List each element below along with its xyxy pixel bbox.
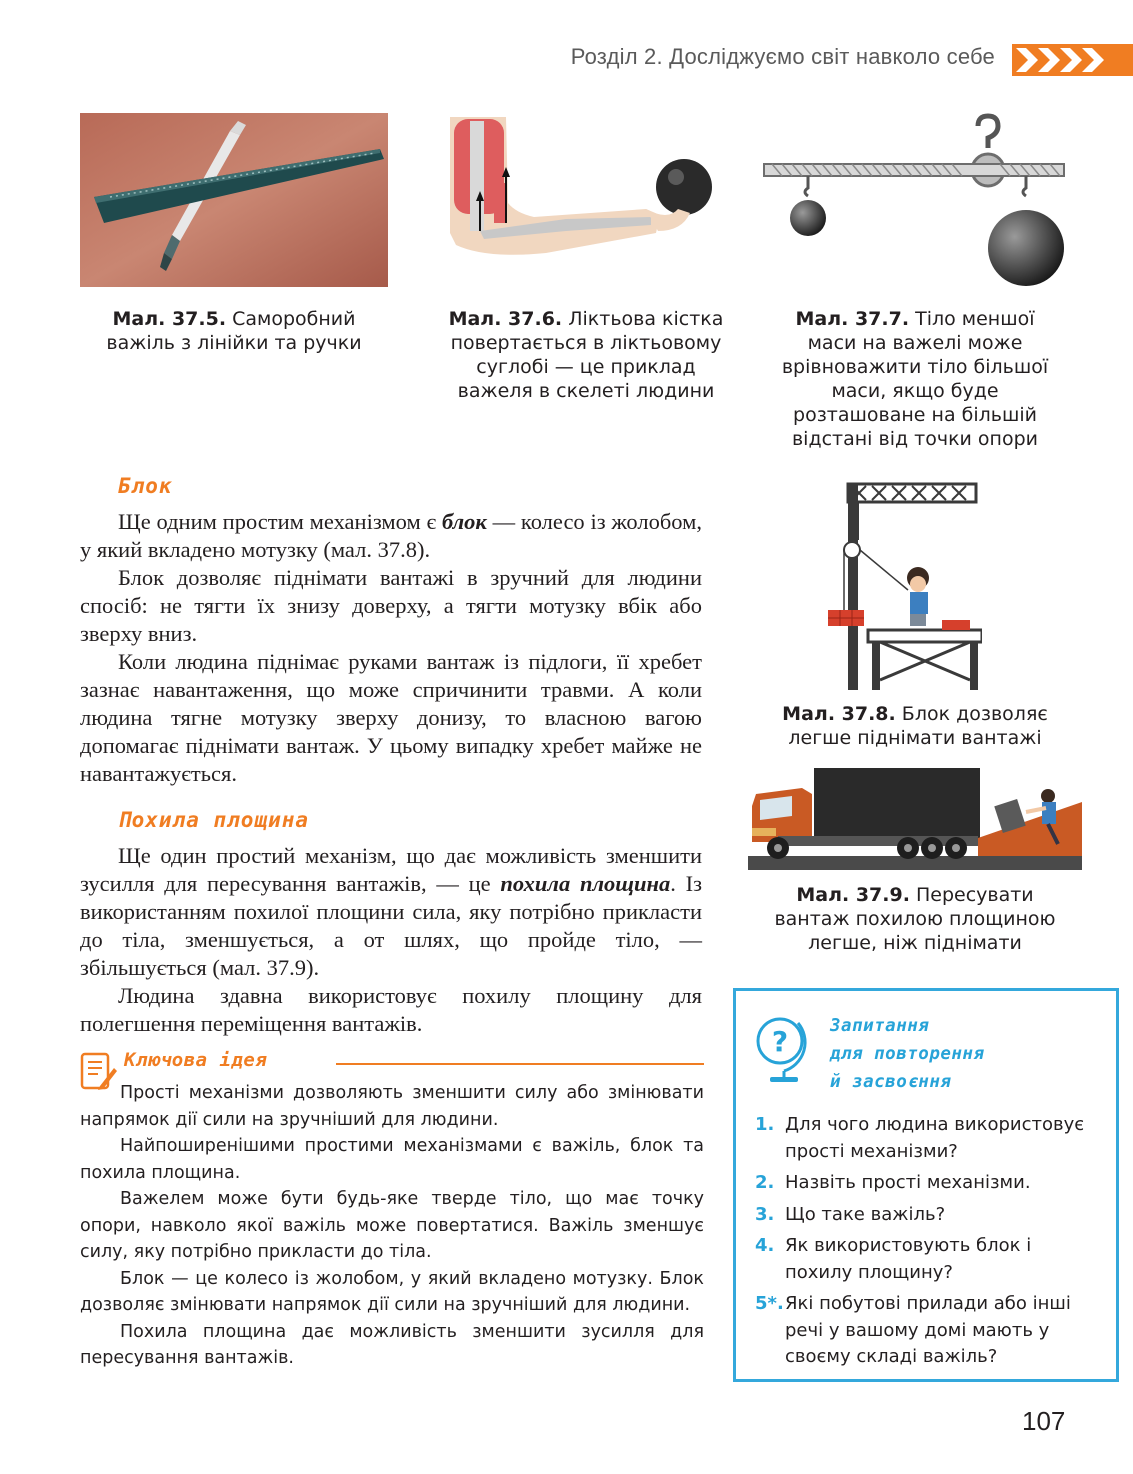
figure-caption <box>80 307 388 355</box>
review-questions-title <box>830 1012 1070 1096</box>
paragraph: Блок дозволяє піднімати вантажі в зручний для людини спосіб: не тягти їх знизу доверху, а тягти мотузку вбік або зверху вниз. <box>80 565 702 646</box>
question-text: Назвіть прості механізми. <box>785 1172 1031 1193</box>
elbow-joint-illustration <box>446 113 716 259</box>
key-idea-paragraph: Найпоширенішими простими механізмами є важіль, блок та похила площина. <box>80 1136 704 1183</box>
figure-label: Мал. 37.6. <box>448 308 563 330</box>
section-header-title: Розділ 2. Досліджуємо світ навколо себе <box>570 44 995 69</box>
page-number: 107 <box>1022 1406 1066 1436</box>
figure-label: Мал. 37.8. <box>782 703 896 725</box>
section-plane-text <box>80 842 702 1038</box>
ruler-pen-lever-image <box>80 113 388 287</box>
section-heading-block: Блок <box>118 474 173 498</box>
question-item <box>755 1291 1095 1371</box>
figure-caption <box>446 307 726 403</box>
figure-text: Тіло меншої маси на важелі може врівноважити тіло більшої маси, якщо буде розташоване на більшій відстані від точки опори <box>781 308 1049 450</box>
question-text: Які побутові прилади або інші речі у вашому домі мають у своєму складі важіль? <box>785 1293 1071 1367</box>
chevrons-icon <box>1012 44 1133 76</box>
question-item <box>755 1202 1095 1229</box>
questions-list <box>755 1112 1095 1376</box>
paragraph: Людина здавна використовує похилу площину для полегшення переміщення вантажів. <box>80 983 702 1036</box>
lever-balance-illustration <box>760 112 1070 290</box>
key-idea-paragraph: Прості механізми дозволяють зменшити силу або змінювати напрямок дії сили на зручніший для людини. <box>80 1083 704 1130</box>
text-fragment: — колесо із жолобом, у який вкладено мотузку (мал. 37.8). <box>80 509 702 562</box>
question-item <box>755 1112 1095 1165</box>
text-fragment: . Із використанням похилої площини сила, яку потрібно прикласти до тіла, зменшується, а от шлях, що пройде тіло, — збільшується (мал. 37.9). <box>80 871 702 980</box>
title-line: Запитання <box>830 1016 930 1036</box>
figure-caption <box>770 702 1060 750</box>
figure-label: Мал. 37.7. <box>795 308 910 330</box>
key-idea-paragraph: Важелем може бути будь-яке тверде тіло, що має точку опори, навколо якої важіль може повертатися. Важіль зменшує силу, яку потрібно прикласти до тіла. <box>80 1189 704 1262</box>
svg-text:?: ? <box>771 1025 789 1058</box>
figure-caption <box>770 307 1060 451</box>
figure-label: Мал. 37.9. <box>796 884 910 906</box>
key-idea-paragraph: Блок — це колесо із жолобом, у який вкладено мотузку. Блок дозволяє змінювати напрямок дії сили на зручніший для людини. <box>80 1268 704 1315</box>
question-number: 4. <box>755 1235 775 1256</box>
key-idea-paragraph: Похила площина дає можливість зменшити зусилля для пересування вантажів. <box>80 1321 704 1368</box>
text-fragment: Ще один простий механізм, що дає можливість зменшити зусилля для пересування вантажів, — це <box>80 843 702 896</box>
question-number: 3. <box>755 1203 775 1225</box>
question-item <box>755 1233 1095 1286</box>
figure-text: Блок дозволяє легше піднімати вантажі <box>788 703 1048 749</box>
question-text: Для чого людина використовує прості механізми? <box>785 1114 1085 1162</box>
title-line: для повторення <box>830 1044 985 1064</box>
key-idea-text <box>80 1080 704 1372</box>
term: похила площина <box>500 871 671 896</box>
key-idea-divider <box>336 1063 704 1065</box>
globe-question-icon <box>754 1013 810 1085</box>
figure-text: Саморобний важіль з лінійки та ручки <box>106 308 362 354</box>
question-number: 2. <box>755 1172 775 1193</box>
paragraph <box>80 842 702 982</box>
question-item <box>755 1170 1095 1197</box>
section-heading-inclined-plane: Похила площина <box>118 808 310 832</box>
figure-text: Ліктьова кістка повертається в ліктьовому суглобі — це приклад важеля в скелеті людини <box>450 308 724 402</box>
question-number: 1. <box>755 1114 775 1135</box>
term: блок <box>441 509 487 534</box>
pulley-illustration <box>822 480 982 690</box>
question-text: Що таке важіль? <box>785 1203 946 1225</box>
figure-text: Пересувати вантаж похилою площиною легше, ніж піднімати <box>774 884 1056 954</box>
text-fragment: Ще одним простим механізмом є <box>118 509 442 534</box>
question-number: 5*. <box>755 1293 784 1314</box>
figure-label: Мал. 37.5. <box>112 308 227 330</box>
paragraph: Коли людина піднімає руками вантаж із підлоги, її хребет зазнає навантаження, що може спричинити травми. А коли людина тягне мотузку зверху донизу, то власною вагою допомагає піднімати вантаж. У цьому випадку хребет майже не навантажується. <box>80 649 702 786</box>
section-block-text <box>80 508 702 788</box>
title-line: й засвоєння <box>830 1072 952 1092</box>
paragraph <box>80 508 702 564</box>
question-text: Як використовують блок і похилу площину? <box>785 1235 1032 1283</box>
key-idea-title: Ключова ідея <box>124 1049 268 1071</box>
truck-ramp-illustration <box>748 766 1082 870</box>
figure-caption <box>770 883 1060 955</box>
